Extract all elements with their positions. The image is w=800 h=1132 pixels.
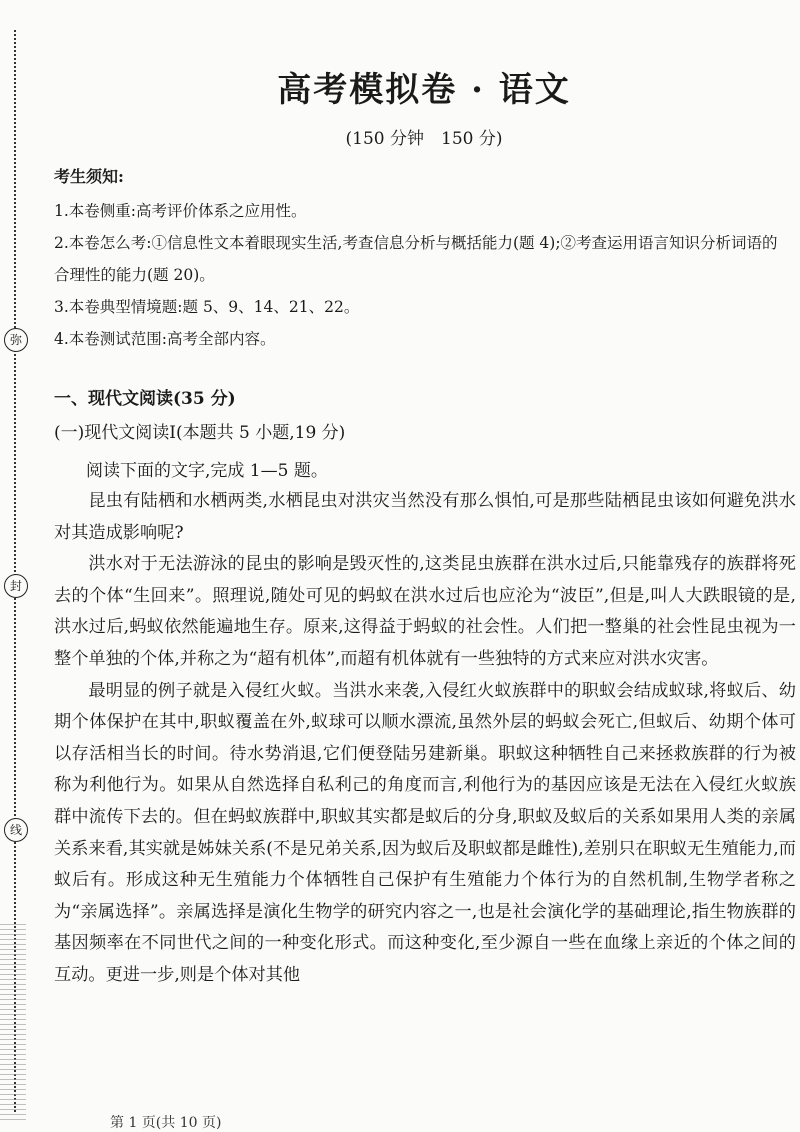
page-subtitle: (150 分钟 150 分) bbox=[345, 129, 503, 149]
seal-mark: 线 bbox=[4, 818, 28, 842]
page-title: 高考模拟卷 · 语文 bbox=[277, 70, 571, 110]
notice-item: 3.本卷典型情境题:题 5、9、14、21、22。 bbox=[54, 298, 360, 316]
section-title: 一、现代文阅读(35 分) bbox=[54, 389, 236, 409]
seal-mark: 弥 bbox=[4, 328, 28, 352]
notice-item: 2.本卷怎么考:①信息性文本着眼现实生活,考查信息分析与概括能力(题 4);②考查运用语言知识分析词语的合理性的能力(题 20)。 bbox=[54, 234, 778, 284]
notice-item: 1.本卷侧重:高考评价体系之应用性。 bbox=[54, 202, 307, 220]
notice-heading: 考生须知: bbox=[54, 167, 124, 186]
notice-item: 4.本卷测试范围:高考全部内容。 bbox=[54, 330, 276, 348]
seal-mark: 封 bbox=[4, 574, 28, 598]
page-footer: 第 1 页(共 10 页) bbox=[110, 1115, 222, 1131]
binding-margin bbox=[0, 0, 40, 1132]
binding-hatch bbox=[0, 920, 26, 1120]
passage-paragraph: 昆虫有陆栖和水栖两类,水栖昆虫对洪灾当然没有那么惧怕,可是那些陆栖昆虫该如何避免洪水对其造成影响呢? bbox=[54, 491, 796, 543]
passage-paragraph: 最明显的例子就是入侵红火蚁。当洪水来袭,入侵红火蚁族群中的职蚁会结成蚁球,将蚁后、幼期个体保护在其中,职蚁覆盖在外,蚁球可以顺水漂流,虽然外层的蚂蚁会死亡,但蚁后、幼期个体可以存活相当长的时间。待水势消退,它们便登陆另建新巢。职蚁这种牺牲自己来拯救族群的行为被称为利他行为。如果从自然选择自私利己的角度而言,利他行为的基因应该是无法在入侵红火蚁族群中流传下去的。但在蚂蚁族群中,职蚁其实都是蚁后的分身,职蚁及蚁后的关系如果用人类的亲属关系来看,其实就是姊妹关系(不是兄弟关系,因为蚁后及职蚁都是雌性),差别只在职蚁无生殖能力,而蚁后有。形成这种无生殖能力个体牺牲自己保护有生殖能力个体行为的自然机制,生物学者称之为“亲属选择”。亲属选择是演化生物学的研究内容之一,也是社会演化学的基础理论,指生物族群的基因频率在不同世代之间的一种变化形式。而这种变化,至少源自一些在血缘上亲近的个体之间的互动。更进一步,则是个体对其他 bbox=[54, 680, 796, 985]
subsection-title: (一)现代文阅读Ⅰ(本题共 5 小题,19 分) bbox=[54, 423, 346, 443]
passage-paragraph: 洪水对于无法游泳的昆虫的影响是毁灭性的,这类昆虫族群在洪水过后,只能靠残存的族群将死去的个体“生回来”。照理说,随处可见的蚂蚁在洪水过后也应沦为“波臣”,但是,叫人大跌眼镜的是,洪水过后,蚂蚁依然能遍地生存。原来,这得益于蚂蚁的社会性。人们把一整巢的社会性昆虫视为一整个单独的个体,并称之为“超有机体”,而超有机体就有一些独特的方式来应对洪水灾害。 bbox=[54, 554, 796, 669]
notice-list bbox=[54, 195, 794, 355]
reading-passage bbox=[54, 486, 796, 992]
reading-instruction: 阅读下面的文字,完成 1—5 题。 bbox=[86, 461, 328, 481]
